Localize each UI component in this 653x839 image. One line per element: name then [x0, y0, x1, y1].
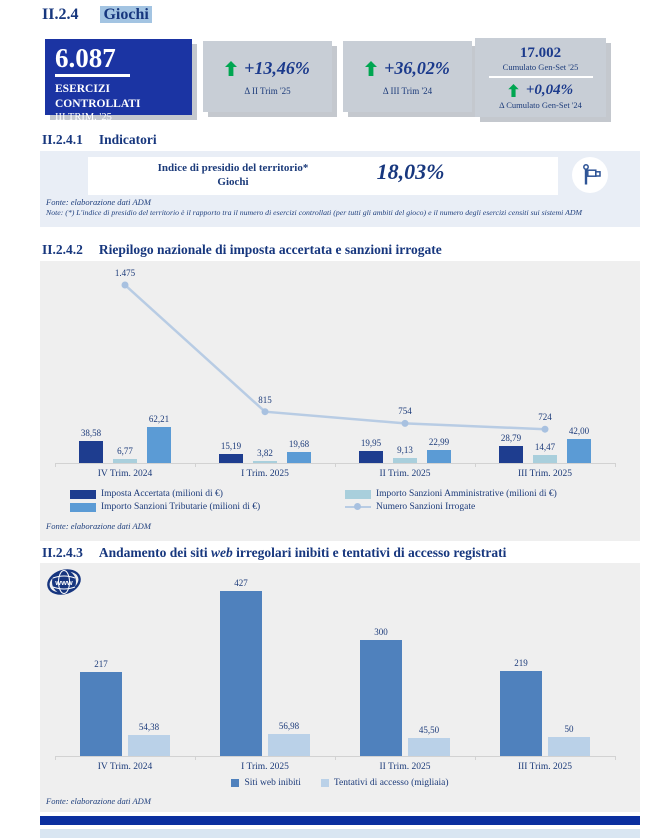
bar-value-label: 38,58 [80, 427, 102, 438]
indicator-box [88, 157, 558, 195]
fonte-note: Fonte: elaborazione dati ADM [46, 197, 151, 207]
legend-label: Siti web inibiti [244, 778, 301, 788]
axis-tick [615, 756, 616, 760]
kpi-delta-caption: Δ II Trim '25 [244, 85, 291, 96]
bar [80, 672, 122, 756]
kpi-delta-value: +36,02% [384, 57, 450, 78]
bar-value-label: 6,77 [117, 446, 133, 457]
bar [268, 734, 310, 756]
kpi-cumulato-caption: Cumulato Gen-Set '25 [502, 62, 579, 73]
bar-value-label: 14,47 [534, 441, 556, 452]
bar-value-label: 54,38 [138, 721, 160, 732]
category-label: III Trim. 2025 [517, 469, 573, 479]
indicator-panel [40, 151, 640, 227]
legend-item [70, 502, 260, 512]
up-arrow-icon [508, 84, 519, 97]
divider [489, 76, 593, 78]
bar-value-label: 3,82 [257, 447, 273, 458]
bar-value-label: 300 [374, 627, 388, 638]
legend [40, 778, 640, 788]
indicator-value: 18,03% [376, 159, 445, 184]
kpi-label: ESERCIZI CONTROLLATI [55, 83, 141, 110]
bar-value-label: 42,00 [568, 425, 590, 436]
kpi-card-cumulato [475, 38, 606, 117]
category-label: II Trim. 2025 [379, 762, 431, 772]
line-value-label: 1.475 [114, 268, 136, 278]
axis-tick [335, 756, 336, 760]
bar-value-label: 56,98 [278, 720, 300, 731]
bar [220, 591, 262, 756]
kpi-cumulato-delta: +0,04% [525, 82, 574, 99]
legend-item [345, 502, 475, 512]
fonte-note: Fonte: elaborazione dati ADM [46, 796, 151, 806]
line-value-label: 815 [258, 394, 272, 405]
kpi-card-delta-quarter [203, 41, 332, 112]
bar [128, 735, 170, 756]
bar-value-label: 62,21 [148, 414, 170, 424]
www-globe-icon [46, 565, 82, 606]
category-label: IV Trim. 2024 [97, 762, 153, 772]
bar [548, 737, 590, 756]
kpi-period: III TRIM. '25 [55, 112, 112, 124]
bar-value-label: 427 [234, 578, 248, 588]
kpi-cumulato-value: 17.002 [519, 44, 562, 61]
line-value-label: 754 [398, 406, 412, 417]
bar-value-label: 28,79 [500, 433, 522, 444]
kpi-delta-value: +13,46% [244, 57, 310, 78]
bar [360, 640, 402, 756]
category-label: IV Trim. 2024 [97, 469, 153, 479]
bar-value-label: 50 [564, 723, 574, 734]
axis-tick [195, 756, 196, 760]
category-label: I Trim. 2025 [241, 469, 289, 479]
fonte-note: Fonte: elaborazione dati ADM [46, 521, 151, 531]
bar-value-label: 217 [94, 659, 108, 670]
kpi-delta-caption: Δ III Trim '24 [382, 85, 433, 96]
heading-riepilogo: II.2.4.2 Riepilogo nazionale di imposta accertata e sanzioni irrogate [42, 242, 442, 257]
legend-swatch [70, 490, 96, 499]
legend-label: Numero Sanzioni Irrogate [376, 502, 476, 512]
svg-text:www: www [55, 578, 73, 587]
footnote: Note: (*) L'indice di presidio del territorio è il rapporto tra il numero di esercizi controllati (per tutti gli ambiti del gioco) e il numero degli esercizi censiti sui sistemi ADM [46, 208, 582, 217]
legend-label: Imposta Accertata (milioni di €) [101, 489, 223, 499]
bar-value-label: 9,13 [397, 444, 413, 455]
legend-swatch [70, 503, 96, 512]
up-arrow-icon [225, 61, 237, 76]
bar-value-label: 19,68 [288, 438, 310, 449]
bar-value-label: 22,99 [428, 436, 450, 447]
legend-label: Importo Sanzioni Amministrative (milioni di €) [376, 489, 557, 499]
kpi-cumulato-delta-caption: Δ Cumulato Gen-Set '24 [499, 100, 582, 111]
legend-label: Importo Sanzioni Tributarie (milioni di €) [101, 502, 261, 512]
section-divider-bar-light [40, 829, 640, 838]
legend-item [231, 778, 300, 788]
bar-value-label: 219 [514, 658, 528, 669]
kpi-value: 6.087 [55, 43, 116, 73]
category-label: III Trim. 2025 [517, 762, 573, 772]
bar [408, 738, 450, 756]
bar-value-label: 45,50 [418, 725, 440, 736]
line-series [40, 261, 640, 471]
category-label: II Trim. 2025 [379, 469, 431, 479]
axis-tick [475, 756, 476, 760]
legend-label: Tentativi di accesso (migliaia) [333, 778, 449, 788]
section-number: II.2.4 [42, 6, 79, 23]
axis-tick [55, 756, 56, 760]
flag-icon [572, 157, 608, 193]
heading-indicatori: II.2.4.1 Indicatori [42, 132, 157, 147]
indicator-name: Indice di presidio del territorio* Giochi [157, 162, 309, 189]
category-label: I Trim. 2025 [241, 762, 289, 772]
legend-line-swatch [345, 503, 371, 512]
chart-riepilogo-sanzioni [40, 261, 640, 541]
line-value-label: 724 [538, 412, 552, 423]
legend-item [70, 489, 223, 499]
legend-swatch [321, 779, 329, 787]
section-title-highlight: Giochi [100, 6, 151, 23]
heading-siti-web: II.2.4.3 Andamento dei siti web irregolari inibiti e tentativi di accesso registrati [42, 545, 507, 560]
bar-value-label: 19,95 [360, 438, 382, 449]
divider [55, 74, 130, 77]
up-arrow-icon [365, 61, 377, 76]
section-divider-bar [40, 816, 640, 825]
kpi-card-delta-year [343, 41, 472, 112]
legend-item [345, 489, 557, 499]
legend-swatch [345, 490, 371, 499]
chart-siti-web [40, 563, 640, 812]
legend-item [321, 778, 449, 788]
legend-swatch [231, 779, 239, 787]
bar-value-label: 15,19 [220, 441, 242, 452]
bar [500, 671, 542, 756]
page-title [42, 6, 152, 24]
kpi-card-esercizi-controllati [45, 39, 192, 124]
